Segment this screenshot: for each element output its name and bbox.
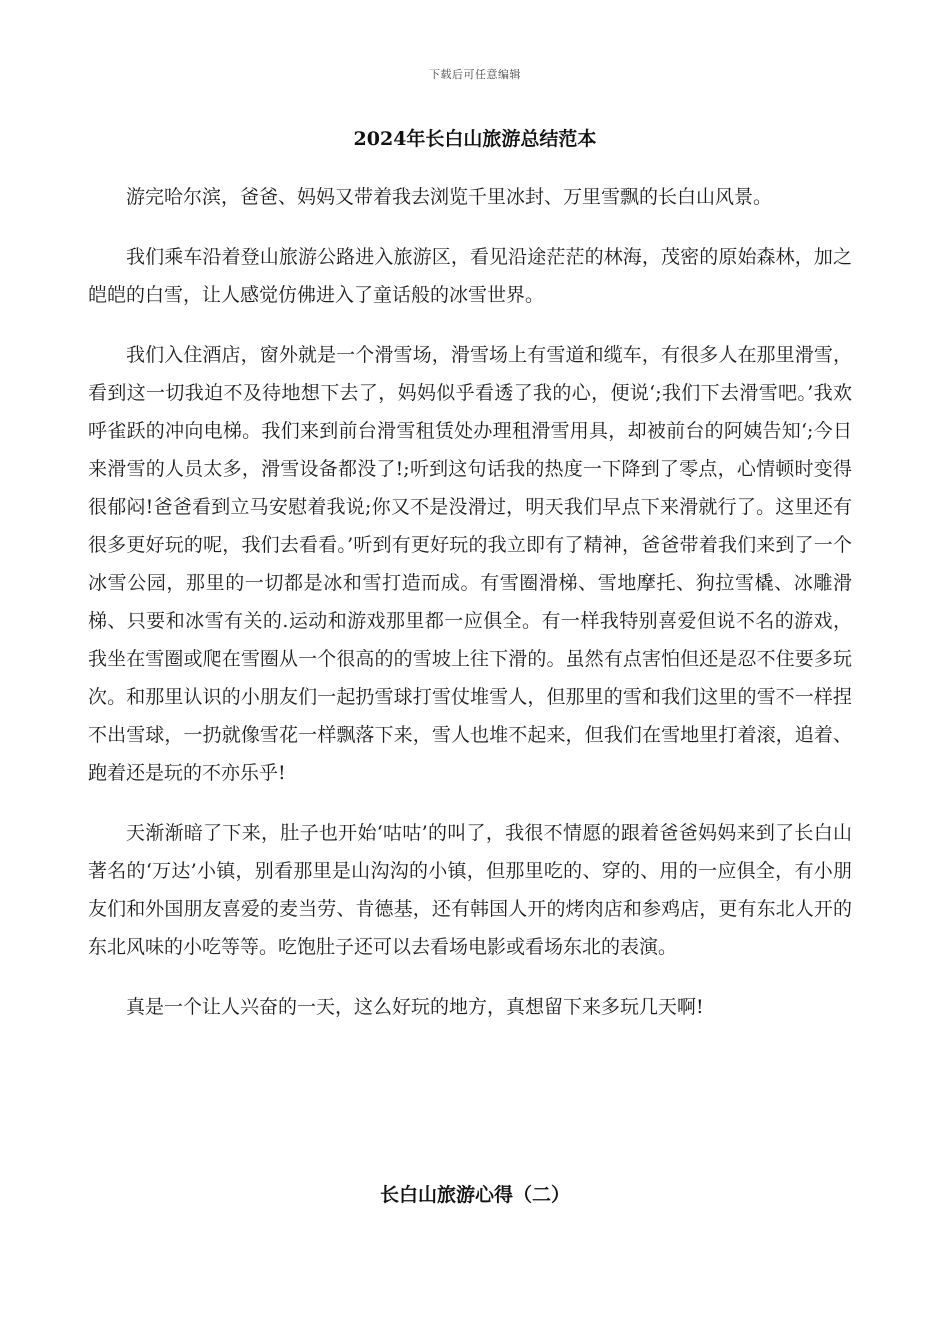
paragraph-intro: 游完哈尔滨，爸爸、妈妈又带着我去浏览千里冰封、万里雪飘的长白山风景。 (126, 186, 773, 208)
paragraph-skiing: 我们入住酒店，窗外就是一个滑雪场，滑雪场上有雪道和缆车，有很多人在那里滑雪，看到这一切我迫不及待地想下去了，妈妈似乎看透了我的心，便说‘;我们下去滑雪吧。’我欢呼雀跃的冲向电梯。我们来到前台滑雪租赁处办理租滑雪用具，却被前台的阿姨告知‘;今日来滑雪的人员太多，滑雪设备都没了!;听到这句话我的热度一下降到了零点，心情顿时变得很郁闷!爸爸看到立马安慰着我说;你又不是没滑过，明天我们早点下来滑就行了。这里还有很多更好玩的呢，我们去看看。’听到有更好玩的我立即有了精神，爸爸带着我们来到了一个冰雪公园，那里的一切都是冰和雪打造而成。有雪圈滑梯、雪地摩托、狗拉雪橇、冰雕滑梯、只要和冰雪有关的.运动和游戏那里都一应俱全。有一样我特别喜爱但说不名的游戏，我坐在雪圈或爬在雪圈从一个很高的的雪坡上往下滑的。虽然有点害怕但还是忍不住要多玩次。和那里认识的小朋友们一起扔雪球打雪仗堆雪人，但那里的雪和我们这里的雪不一样捏不出雪球，一扔就像雪花一样飘落下来，雪人也堆不起来，但我们在雪地里打着滚，追着、跑着还是玩的不亦乐乎! (88, 344, 852, 784)
document-body (88, 178, 852, 1048)
paragraph-forest: 我们乘车沿着登山旅游公路进入旅游区，看见沿途茫茫的林海，茂密的原始森林，加之皑皑的白雪，让人感觉仿佛进入了童话般的冰雪世界。 (88, 246, 852, 306)
header-note: 下载后可任意编辑 (429, 68, 521, 81)
paragraph-conclusion: 真是一个让人兴奋的一天，这么好玩的地方，真想留下来多玩几天啊! (126, 996, 704, 1018)
paragraph-town: 天渐渐暗了下来，肚子也开始‘咕咕’的叫了，我很不情愿的跟着爸爸妈妈来到了长白山著名的‘万达’小镇，别看那里是山沟沟的小镇，但那里吃的、穿的、用的一应俱全，有小朋友们和外国朋友喜爱的麦当劳、肯德基，还有韩国人开的烤肉店和参鸡店，更有东北人开的东北风味的小吃等等。吃饱肚子还可以去看场电影或看场东北的表演。 (88, 822, 852, 958)
section-subtitle: 长白山旅游心得（二） (379, 1184, 570, 1206)
document-title: 2024年长白山旅游总结范本 (353, 128, 597, 150)
